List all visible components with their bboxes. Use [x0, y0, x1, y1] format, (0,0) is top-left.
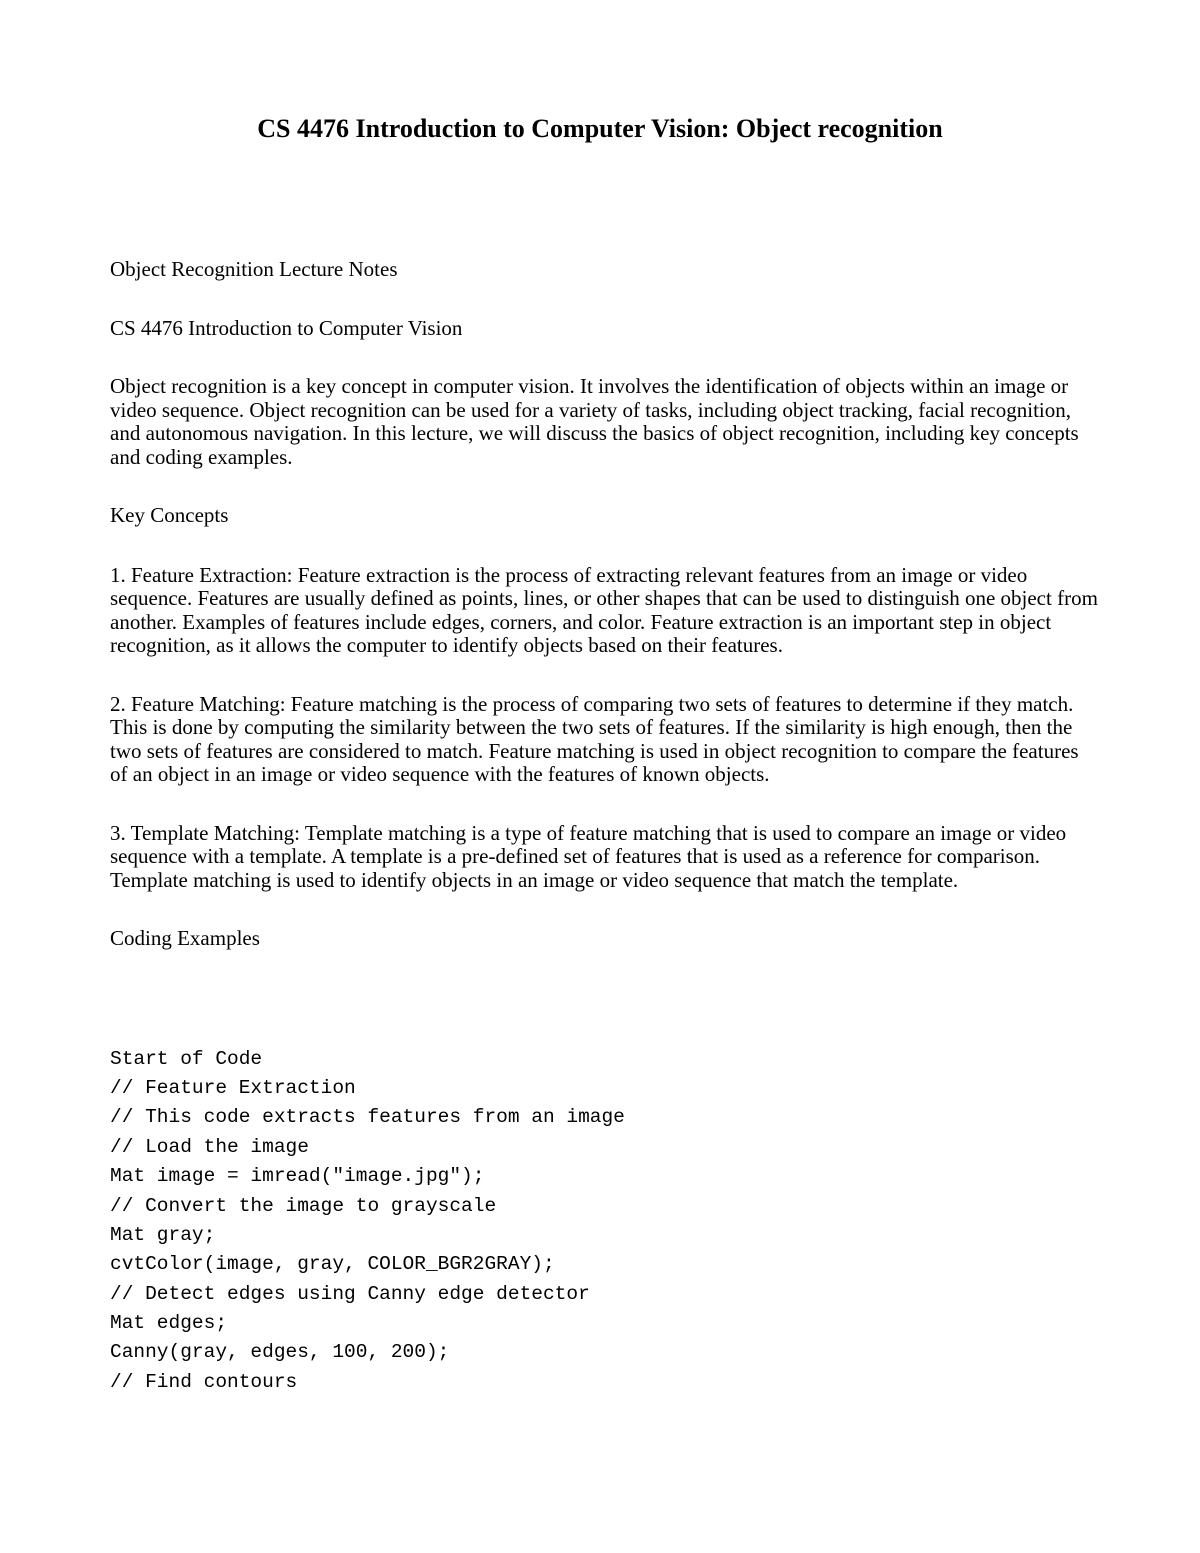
code-line: Mat gray; — [110, 1224, 216, 1246]
code-line: cvtColor(image, gray, COLOR_BGR2GRAY); — [110, 1253, 555, 1275]
code-line: Mat image = imread("image.jpg"); — [110, 1165, 485, 1187]
code-line: Canny(gray, edges, 100, 200); — [110, 1341, 450, 1363]
template-matching-paragraph: 3. Template Matching: Template matching is a type of feature matching that is used to compare an image or video sequence with a template. A template is a pre-defined set of features that is used as a reference for comparison. Template matching is used to identify objects in an image or video sequence that match the template. — [110, 820, 1067, 892]
course-heading: CS 4476 Introduction to Computer Vision — [110, 315, 463, 340]
feature-matching-paragraph: 2. Feature Matching: Feature matching is the process of comparing two sets of features to determine if they match. This is done by computing the similarity between the two sets of features. If the similarity is high enough, then the two sets of features are considered to match. Feature matching is used in object recognition to compare the features of an object in an image or video sequence with the features of known objects. — [110, 691, 1079, 786]
document-body — [110, 258, 1100, 986]
code-block — [110, 1046, 1110, 1399]
document-title: CS 4476 Introduction to Computer Vision: Object recognition — [257, 114, 943, 143]
feature-extraction-paragraph: 1. Feature Extraction: Feature extraction is the process of extracting relevant features from an image or video sequence. Features are usually defined as points, lines, or other shapes that can be used to distinguish one object from another. Examples of features include edges, corners, and color. Feature extraction is an important step in object recognition, as it allows the computer to identify objects based on their features. — [110, 562, 1098, 657]
intro-paragraph: Object recognition is a key concept in computer vision. It involves the identification of objects within an image or video sequence. Object recognition can be used for a variety of tasks, including object tracking, facial recognition, and autonomous navigation. In this lecture, we will discuss the basics of object recognition, including key concepts and coding examples. — [110, 374, 1079, 469]
code-line: // Feature Extraction — [110, 1077, 356, 1099]
code-line: // Detect edges using Canny edge detector — [110, 1283, 590, 1305]
coding-examples-heading: Coding Examples — [110, 926, 260, 950]
key-concepts-heading: Key Concepts — [110, 503, 229, 527]
notes-heading: Object Recognition Lecture Notes — [110, 257, 398, 281]
code-line: // Find contours — [110, 1371, 298, 1393]
code-line: Start of Code — [110, 1048, 263, 1070]
code-line: // Load the image — [110, 1136, 309, 1158]
code-line: Mat edges; — [110, 1312, 228, 1334]
code-line: // Convert the image to grayscale — [110, 1195, 497, 1217]
code-line: // This code extracts features from an image — [110, 1106, 625, 1128]
